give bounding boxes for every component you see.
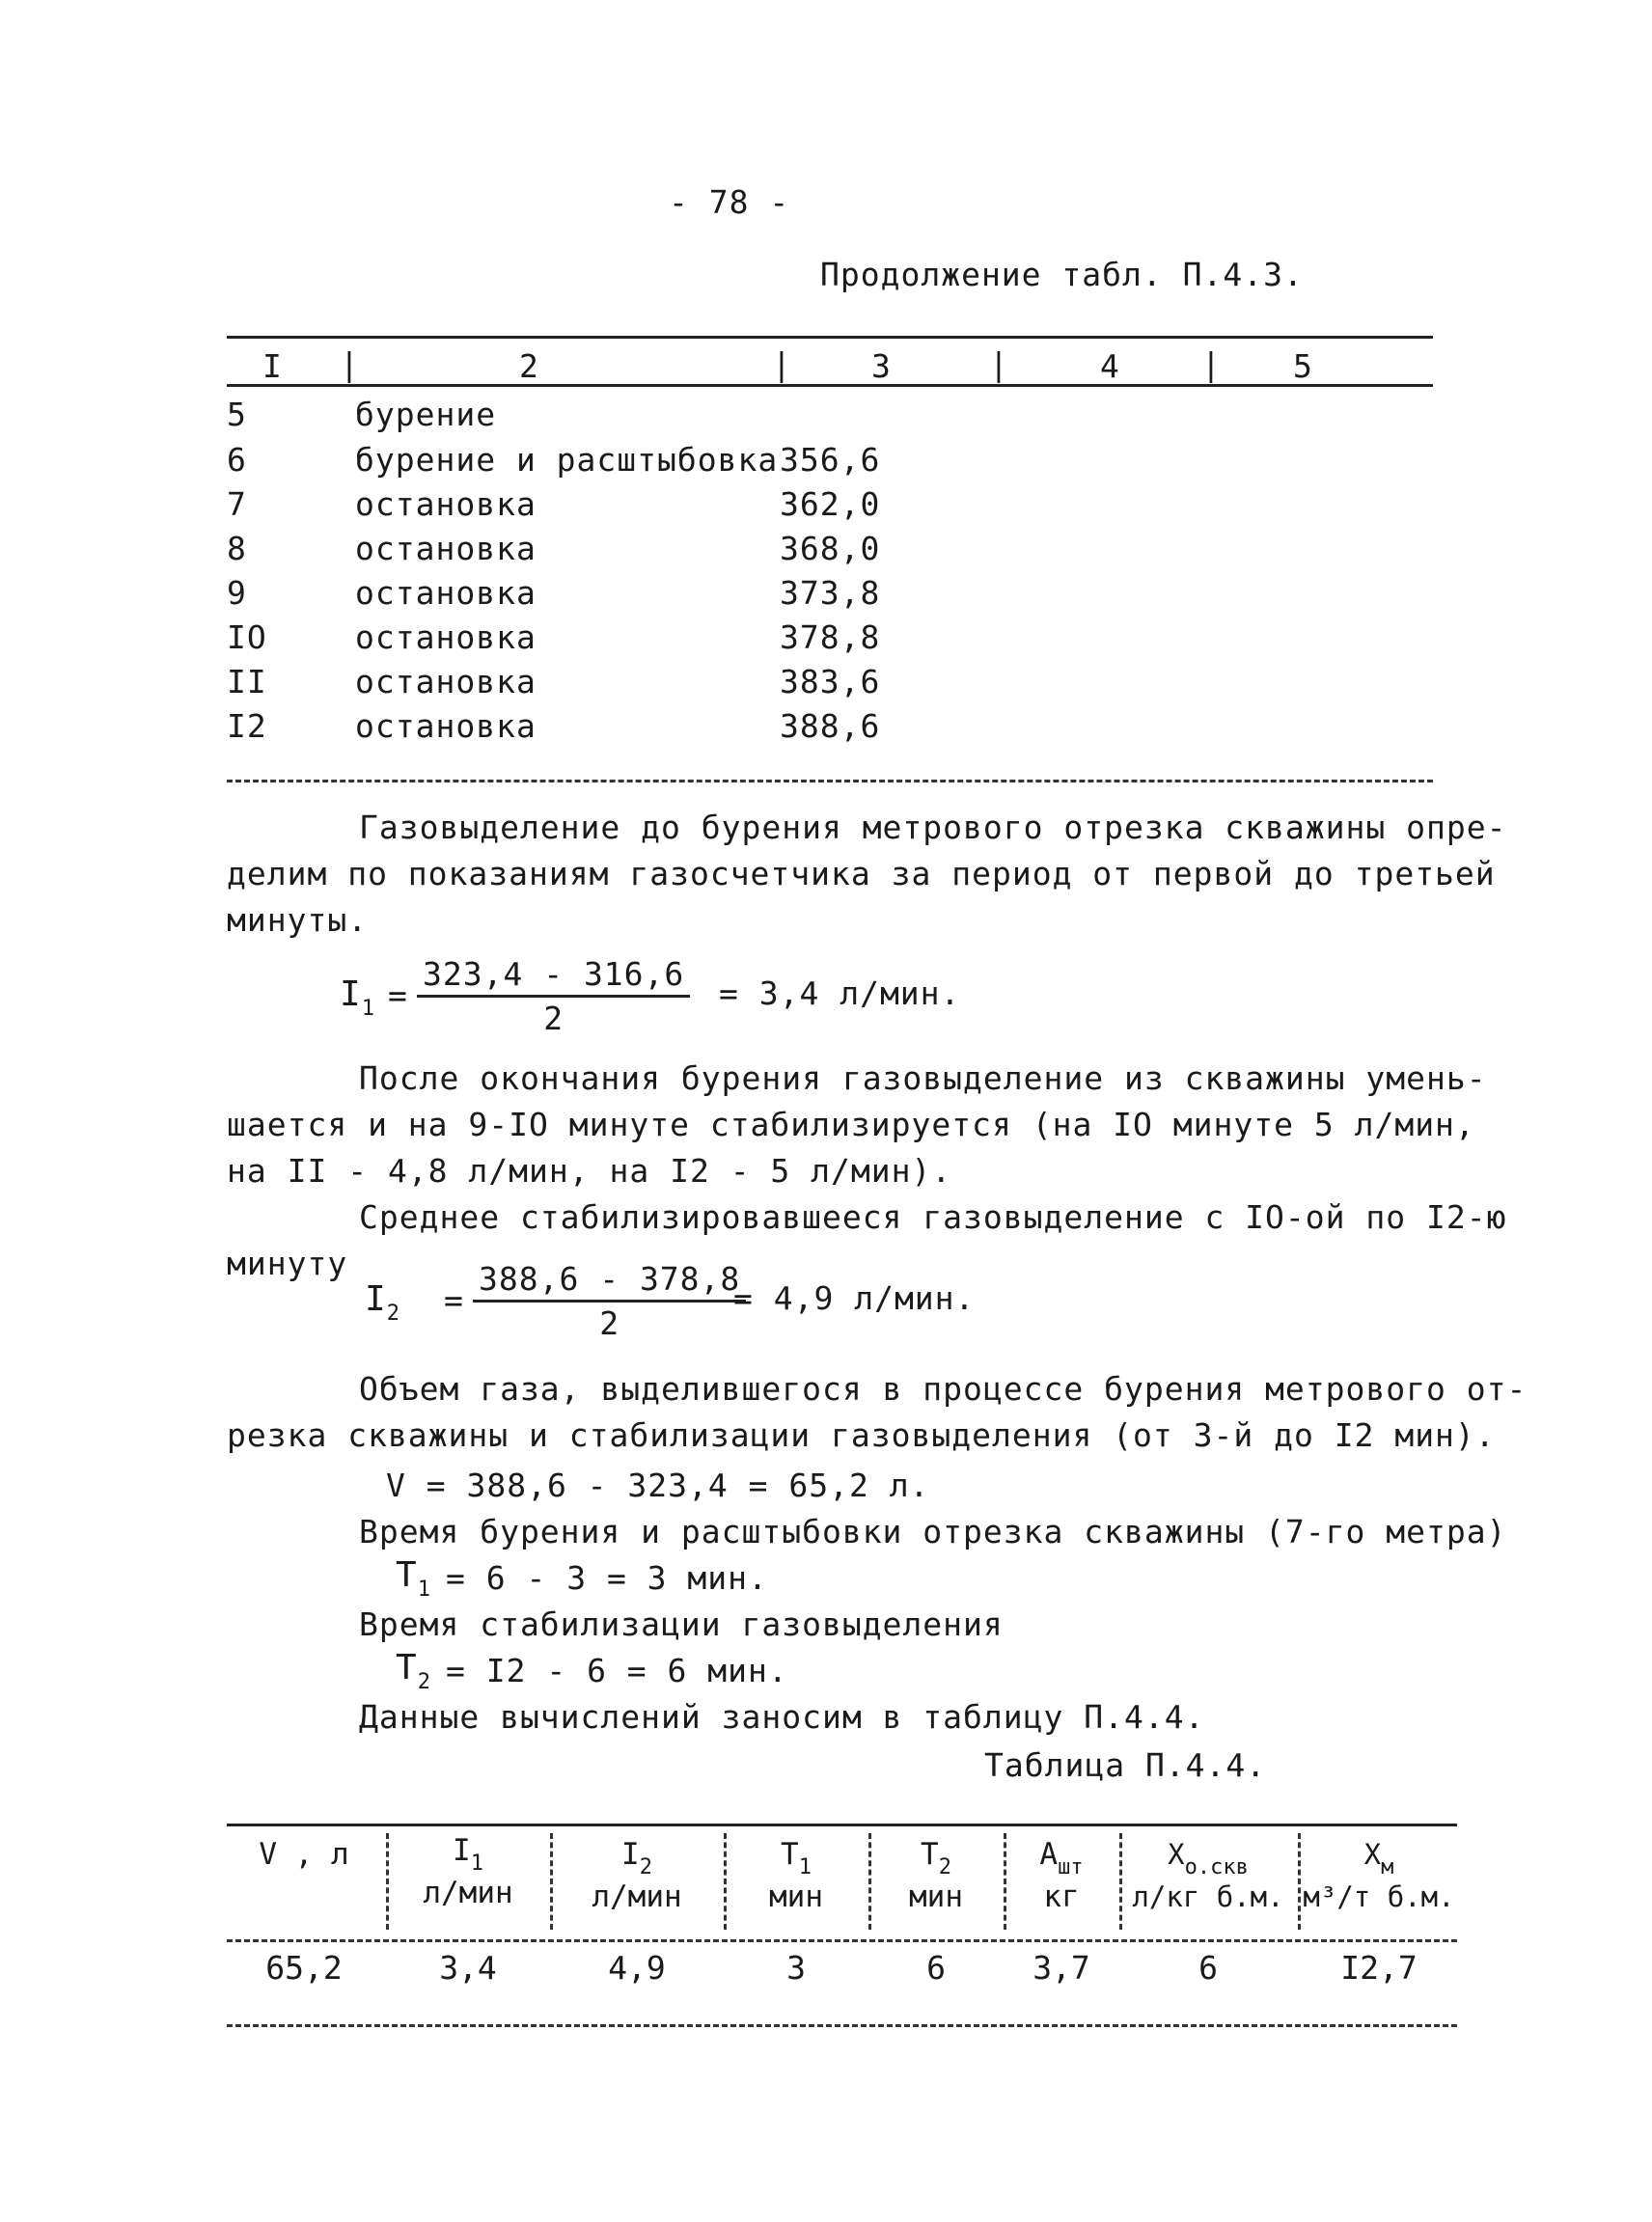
- formula5-rest: = I2 - 6 = 6 мин.: [446, 1652, 788, 1689]
- table2-header-t1: $T_1$ мин: [769, 1837, 823, 1914]
- table2-col-divider: [724, 1833, 727, 1930]
- table1-header-col3: 3: [871, 347, 892, 385]
- table1-row-value: 373,8: [780, 574, 881, 612]
- formula1-eq: =: [388, 976, 408, 1014]
- table2-cell-v: 65,2: [265, 1949, 343, 1987]
- table1-header-col2: 2: [519, 347, 539, 385]
- table2-cell-a: 3,7: [1032, 1949, 1090, 1987]
- table2-header-i1: $I_1$ л/мин: [423, 1833, 513, 1910]
- table2-cell-t1: 3: [786, 1949, 806, 1987]
- formula2-result: = 4,9 л/мин.: [733, 1279, 976, 1317]
- table1-row-num: 8: [227, 530, 247, 567]
- table1-header-sep: |: [1201, 345, 1222, 383]
- table1-header-col1: I: [262, 347, 283, 385]
- table1-row-op: остановка: [355, 663, 537, 700]
- formula4-rest: = 6 - 3 = 3 мин.: [446, 1559, 768, 1597]
- paragraph-line: на II - 4,8 л/мин, на I2 - 5 л/мин).: [227, 1152, 952, 1190]
- formula3: V = 388,6 - 323,4 = 65,2 л.: [386, 1467, 930, 1504]
- table2-top-rule: [227, 1824, 1457, 1826]
- table1-header-sep: |: [772, 345, 792, 383]
- table2-cell-xm: I2,7: [1340, 1949, 1418, 1987]
- paragraph-line: резка скважины и стабилизации газовыделения (от 3-й до I2 мин).: [227, 1416, 1496, 1454]
- table1-row-op: остановка: [355, 530, 537, 567]
- formula2-fraction: [473, 1260, 746, 1342]
- table1-row-num: I2: [227, 707, 267, 745]
- table1-header-col4: 4: [1100, 347, 1120, 385]
- table1-row-value: 368,0: [780, 530, 881, 567]
- table2-cell-i1: 3,4: [439, 1949, 497, 1987]
- table2-col-divider: [868, 1833, 871, 1930]
- table1-header-rule: [227, 384, 1433, 387]
- table2-col-divider: [1004, 1833, 1006, 1930]
- table2-cell-xo: 6: [1198, 1949, 1218, 1987]
- page-number: - 78 -: [669, 183, 790, 221]
- table1-row-num: 7: [227, 485, 247, 523]
- paragraph-line: Среднее стабилизировавшееся газовыделение с IO-ой по I2-ю: [359, 1198, 1507, 1236]
- formula4-lhs: $T_1$: [396, 1555, 431, 1602]
- table1-row-value: 388,6: [780, 707, 881, 745]
- paragraph-line: Время бурения и расштыбовки отрезка скважины (7-го метра): [359, 1513, 1507, 1550]
- table1-row-op: остановка: [355, 618, 537, 656]
- table1-header-sep: |: [340, 345, 360, 383]
- table2-header-t2: $T_2$ мин: [909, 1837, 963, 1914]
- table-continuation-title: Продолжение табл. П.4.3.: [820, 256, 1304, 293]
- table1-row-value: 378,8: [780, 618, 881, 656]
- table1-row-value: 383,6: [780, 663, 881, 700]
- table1-header-col5: 5: [1293, 347, 1313, 385]
- table2-cell-t2: 6: [926, 1949, 946, 1987]
- formula1-result: = 3,4 л/мин.: [719, 974, 961, 1012]
- paragraph-line: шается и на 9-IO минуте стабилизируется (на IO минуте 5 л/мин,: [227, 1106, 1475, 1143]
- paragraph-line: минуты.: [227, 901, 369, 939]
- table2-cell-i2: 4,9: [608, 1949, 666, 1987]
- formula1-lhs: $I_1$: [340, 974, 375, 1021]
- paragraph-line: Объем газа, выделившегося в процессе бурения метрового от-: [359, 1370, 1528, 1408]
- table1-top-rule: [227, 336, 1433, 339]
- formula5-lhs: $T_2$: [396, 1648, 431, 1694]
- table2-header-xo: $X_{о.скв}$ л/кг б.м.: [1132, 1838, 1284, 1913]
- table1-row-op: бурение: [355, 396, 497, 433]
- paragraph-line: минуту: [227, 1245, 348, 1282]
- formula2-lhs: $I_2$: [365, 1279, 400, 1326]
- table1-row-value: 362,0: [780, 485, 881, 523]
- formula1-denominator: 2: [543, 1000, 564, 1037]
- table1-row-op: остановка: [355, 485, 537, 523]
- paragraph-line: После окончания бурения газовыделение из скважины умень-: [359, 1059, 1487, 1097]
- formula2-eq: =: [444, 1281, 464, 1319]
- table2-header-i2: $I_2$ л/мин: [592, 1837, 682, 1914]
- table2-col-divider: [550, 1833, 553, 1930]
- table1-row-num: 6: [227, 441, 247, 479]
- paragraph-line: делим по показаниям газосчетчика за период от первой до третьей: [227, 855, 1496, 892]
- table2-col-divider: [1298, 1833, 1301, 1930]
- table1-row-value: 356,6: [780, 441, 881, 479]
- table2-header-xm: $X_м$ м³/т б.м.: [1303, 1838, 1455, 1913]
- table1-row-num: 9: [227, 574, 247, 612]
- paragraph-line: Время стабилизации газовыделения: [359, 1605, 1004, 1643]
- table1-row-op: остановка: [355, 574, 537, 612]
- paragraph-line: Данные вычислений заносим в таблицу П.4.4.: [359, 1698, 1205, 1736]
- table1-row-op: бурение и расштыбовка: [355, 441, 779, 479]
- table2-header-rule: [227, 1939, 1457, 1942]
- table2-header-v: V , л: [259, 1837, 349, 1872]
- table2-title: Таблица П.4.4.: [984, 1746, 1267, 1784]
- table1-row-op: остановка: [355, 707, 537, 745]
- formula2-denominator: 2: [599, 1304, 620, 1342]
- table2-bottom-rule: [227, 2024, 1457, 2027]
- table2-col-divider: [386, 1833, 389, 1930]
- formula2-numerator: 388,6 - 378,8: [473, 1260, 746, 1303]
- formula1-fraction: [417, 955, 690, 1037]
- paragraph-line: Газовыделение до бурения метрового отрезка скважины опре-: [359, 809, 1507, 846]
- table1-row-num: II: [227, 663, 267, 700]
- table1-row-num: 5: [227, 396, 247, 433]
- table1-header-sep: |: [989, 345, 1009, 383]
- table1-row-num: IO: [227, 618, 267, 656]
- table1-bottom-rule: [227, 780, 1433, 782]
- formula1-numerator: 323,4 - 316,6: [417, 955, 690, 998]
- table2-header-a: $A_{шт}$ кг: [1039, 1837, 1084, 1914]
